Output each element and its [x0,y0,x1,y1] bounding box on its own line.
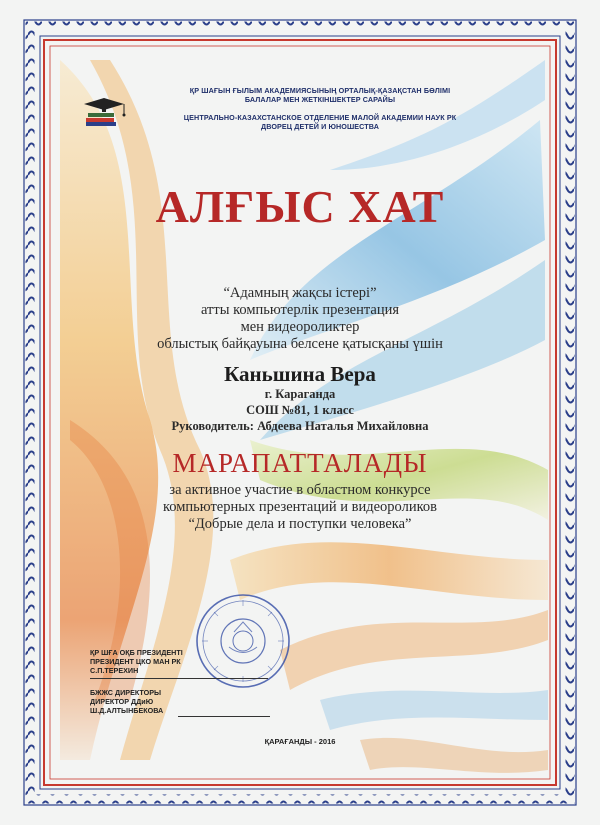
body-ru-line-1: за активное участие в областном конкурсе [169,482,431,498]
footer-city-year: ҚАРАҒАНДЫ - 2016 [264,737,336,746]
header-line-1: ҚР ШАҒЫН ҒЫЛЫМ АКАДЕМИЯСЫНЫҢ ОРТАЛЫҚ-ҚАЗАҚСТАН БӨЛІМІ [189,86,451,95]
body-kz-line-3: мен видеороликтер [240,319,360,335]
signature-2-line-2: ДИРЕКТОР ДДиЮ [90,697,154,706]
signature-2-line-3: Ш.Д.АЛТЫНБЕКОВА [90,706,164,715]
recipient-school: СОШ №81, 1 класс [246,403,354,417]
signature-1-rule [90,678,268,679]
award-heading: МАРАПАТТАЛАДЫ [172,448,428,478]
body-ru-line-2: компьютерных презентаций и видеороликов [162,499,438,515]
official-stamp-icon [194,592,292,690]
signature-block-1 [90,648,183,675]
recipient-supervisor: Руководитель: Абдеева Наталья Михайловна [171,419,429,433]
header-line-2: БАЛАЛАР МЕН ЖЕТКІНШЕКТЕР САРАЙЫ [244,95,396,104]
header-line-4: ДВОРЕЦ ДЕТЕЙ И ЮНОШЕСТВА [260,122,380,131]
certificate-title: АЛҒЫС ХАТ [155,181,445,232]
recipient-city: г. Караганда [264,387,336,401]
header-line-3: ЦЕНТРАЛЬНО-КАЗАХСТАНСКОЕ ОТДЕЛЕНИЕ МАЛОЙ АКАДЕМИИ НАУК РК [183,113,457,122]
signature-2-line-1: БЖЖС ДИРЕКТОРЫ [90,688,162,697]
signature-1-line-3: С.П.ТЕРЕХИН [90,666,139,675]
recipient-name: Каньшина Вера [224,362,376,386]
signature-2-rule [178,716,270,717]
signature-1-line-2: ПРЕЗИДЕНТ ЦКО МАН РК [90,657,181,666]
signature-1-line-1: ҚР ШҒА ОҚБ ПРЕЗИДЕНТІ [90,648,183,657]
body-ru-line-3: “Добрые дела и поступки человека” [188,516,412,532]
body-kz-line-1: “Адамның жақсы істері” [223,285,377,301]
signature-block-2 [90,688,163,715]
body-kz-line-2: атты компьютерлік презентация [200,302,400,318]
body-kz-line-4: облыстық байқауына белсене қатысқаны үшін [157,336,443,352]
